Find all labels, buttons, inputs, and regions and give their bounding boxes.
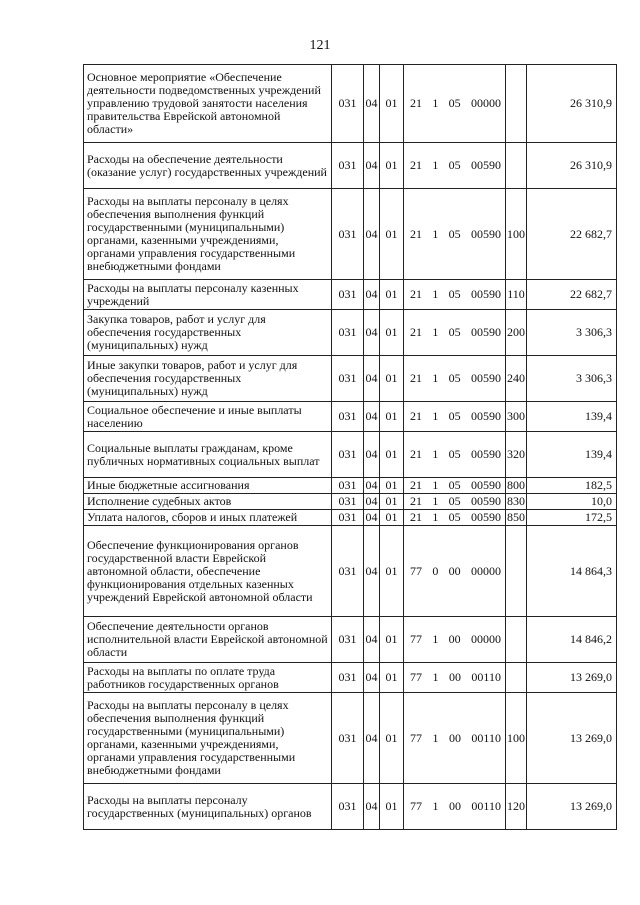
target-article-cell [404, 617, 506, 663]
section-code-cell: 04 [364, 65, 380, 143]
target-article-cell [404, 510, 506, 526]
program-code: 21 [410, 226, 422, 241]
program-code: 21 [410, 447, 422, 461]
subprogram-code: 1 [432, 799, 439, 813]
expense-name-cell: Расходы на выплаты персоналу в целях обеспечения выполнения функций государственными (муниципальными) органами, казенными учреждениями, органами управления государственными внебюджетными фондами [84, 693, 332, 784]
grbs-code-cell: 031 [332, 478, 364, 494]
target-article-cell [404, 143, 506, 189]
expense-direction-code: 00590 [470, 325, 501, 339]
subsection-code-cell: 01 [380, 143, 404, 189]
amount-cell: 3 306,3 [527, 356, 617, 402]
grbs-code-cell: 031 [332, 189, 364, 280]
subprogram-code: 1 [432, 371, 439, 385]
grbs-code-cell: 031 [332, 510, 364, 526]
expense-type-code-cell [506, 143, 527, 189]
expense-type-code-cell: 240 [506, 356, 527, 402]
subsection-code-cell: 01 [380, 478, 404, 494]
program-code: 21 [410, 371, 422, 385]
section-code-cell: 04 [364, 432, 380, 478]
subsection-code-cell: 01 [380, 663, 404, 693]
subprogram-code: 1 [432, 226, 439, 241]
grbs-code-cell: 031 [332, 310, 364, 356]
grbs-code-cell: 031 [332, 663, 364, 693]
expense-type-code-cell [506, 617, 527, 663]
target-article-cell [404, 432, 506, 478]
grbs-code-cell: 031 [332, 784, 364, 830]
grbs-code-cell: 031 [332, 280, 364, 310]
expense-type-code-cell: 830 [507, 494, 525, 508]
table-row [84, 693, 617, 784]
expense-name-cell: Иные закупки товаров, работ и услуг для обеспечения государственных (муниципальных) нужд [84, 356, 332, 402]
table-row [84, 189, 617, 280]
subsection-code-cell: 01 [380, 402, 404, 432]
expense-type-code-cell: 100 [506, 693, 527, 784]
expense-type-code-cell: 800 [507, 478, 525, 492]
amount-cell: 13 269,0 [527, 784, 617, 830]
expense-name-cell: Расходы на выплаты персоналу государственных (муниципальных) органов [84, 784, 332, 830]
expense-name-cell: Расходы на выплаты персоналу в целях обеспечения выполнения функций государственными (муниципальными) органами, казенными учреждениями, органами управления государственными внебюджетными фондами [84, 189, 332, 280]
table-row [84, 478, 617, 494]
activity-code: 05 [448, 409, 461, 423]
section-code-cell: 04 [365, 478, 378, 492]
program-code: 21 [410, 158, 422, 172]
activity-code: 00 [448, 799, 461, 813]
expense-name-cell: Иные бюджетные ассигнования [84, 478, 332, 494]
expense-type-code-cell [506, 663, 527, 693]
expense-direction-code: 00590 [470, 226, 501, 241]
target-article-cell [404, 280, 506, 310]
amount-cell: 14 846,2 [527, 617, 617, 663]
amount-cell: 3 306,3 [527, 310, 617, 356]
expense-type-code-cell: 110 [506, 280, 527, 310]
table-row [84, 784, 617, 830]
expense-name-cell: Социальное обеспечение и иные выплаты населению [84, 402, 332, 432]
amount-cell: 172,5 [527, 510, 617, 526]
subsection-code-cell: 01 [380, 310, 404, 356]
subprogram-code: 1 [432, 730, 439, 745]
subprogram-code: 1 [432, 447, 439, 461]
expense-name-cell: Закупка товаров, работ и услуг для обеспечения государственных (муниципальных) нужд [84, 310, 332, 356]
activity-code: 05 [448, 371, 461, 385]
budget-table [83, 64, 617, 830]
program-code: 77 [410, 563, 422, 578]
expense-direction-code: 00590 [470, 409, 501, 423]
subsection-code-cell: 01 [380, 510, 404, 526]
section-code-cell: 04 [365, 494, 378, 508]
expense-type-code-cell: 300 [506, 402, 527, 432]
expense-name-cell: Основное мероприятие «Обеспечение деятельности подведомственных учреждений управлению трудовой занятости населения правительства Еврейской автономной области» [84, 65, 332, 143]
target-article-cell [404, 693, 506, 784]
amount-cell: 13 269,0 [527, 693, 617, 784]
activity-code: 00 [448, 730, 461, 745]
program-code: 77 [410, 730, 422, 745]
program-code: 21 [410, 287, 422, 301]
target-article-cell [404, 526, 506, 617]
grbs-code-cell: 031 [332, 402, 364, 432]
subsection-code-cell: 01 [380, 65, 404, 143]
section-code-cell: 04 [365, 510, 378, 524]
program-code: 77 [410, 632, 422, 646]
expense-name-cell: Расходы на обеспечение деятельности (оказание услуг) государственных учреждений [84, 143, 332, 189]
expense-name-cell: Обеспечение функционирования органов государственной власти Еврейской автономной области, обеспечение функционирования отдельных казенных учреждений Еврейской автономной области [84, 526, 332, 617]
program-code: 77 [410, 670, 422, 684]
activity-code: 00 [448, 563, 461, 578]
expense-direction-code: 00000 [470, 632, 501, 646]
amount-cell: 26 310,9 [527, 143, 617, 189]
expense-direction-code: 00000 [470, 96, 501, 110]
section-code-cell: 04 [364, 663, 380, 693]
subprogram-code: 1 [432, 96, 439, 110]
expense-name-cell: Обеспечение деятельности органов исполнительной власти Еврейской автономной области [84, 617, 332, 663]
activity-code: 05 [448, 325, 461, 339]
activity-code: 05 [448, 478, 461, 492]
expense-type-code-cell [506, 65, 527, 143]
subprogram-code: 1 [432, 287, 439, 301]
table-row [84, 310, 617, 356]
subsection-code-cell: 01 [380, 526, 404, 617]
amount-cell: 14 864,3 [527, 526, 617, 617]
grbs-code-cell: 031 [332, 494, 364, 510]
subsection-code-cell: 01 [380, 494, 404, 510]
table-row [84, 356, 617, 402]
program-code: 21 [410, 478, 422, 492]
amount-cell: 13 269,0 [527, 663, 617, 693]
target-article-cell [404, 356, 506, 402]
grbs-code-cell: 031 [332, 65, 364, 143]
program-code: 21 [410, 409, 422, 423]
target-article-cell [404, 65, 506, 143]
expense-name-cell: Расходы на выплаты по оплате труда работников государственных органов [84, 663, 332, 693]
amount-cell: 10,0 [527, 494, 617, 510]
section-code-cell: 04 [364, 310, 380, 356]
target-article-cell [404, 310, 506, 356]
expense-name-cell: Социальные выплаты гражданам, кроме публичных нормативных социальных выплат [84, 432, 332, 478]
table-row [84, 617, 617, 663]
expense-direction-code: 00110 [471, 670, 501, 684]
program-code: 21 [410, 325, 422, 339]
section-code-cell: 04 [364, 617, 380, 663]
table-row [84, 280, 617, 310]
target-article-cell [404, 189, 506, 280]
amount-cell: 26 310,9 [527, 65, 617, 143]
subsection-code-cell: 01 [380, 432, 404, 478]
activity-code: 00 [448, 670, 461, 684]
grbs-code-cell: 031 [332, 143, 364, 189]
subsection-code-cell: 01 [380, 280, 404, 310]
activity-code: 00 [448, 632, 461, 646]
section-code-cell: 04 [364, 526, 380, 617]
expense-direction-code: 00590 [470, 158, 501, 172]
activity-code: 05 [448, 158, 461, 172]
section-code-cell: 04 [364, 784, 380, 830]
amount-cell: 139,4 [527, 432, 617, 478]
program-code: 21 [410, 510, 422, 524]
activity-code: 05 [448, 510, 461, 524]
grbs-code-cell: 031 [332, 526, 364, 617]
table-row [84, 143, 617, 189]
expense-direction-code: 00590 [470, 510, 501, 524]
expense-direction-code: 00590 [470, 494, 501, 508]
table-row [84, 510, 617, 526]
program-code: 21 [410, 96, 422, 110]
grbs-code-cell: 031 [332, 356, 364, 402]
table-row [84, 663, 617, 693]
target-article-cell [404, 784, 506, 830]
table-row [84, 526, 617, 617]
subprogram-code: 1 [432, 409, 439, 423]
section-code-cell: 04 [364, 402, 380, 432]
section-code-cell: 04 [364, 356, 380, 402]
expense-type-code-cell: 120 [506, 784, 527, 830]
amount-cell: 22 682,7 [527, 189, 617, 280]
table-row [84, 432, 617, 478]
subprogram-code: 1 [432, 158, 439, 172]
expense-type-code-cell [506, 526, 527, 617]
subsection-code-cell: 01 [380, 784, 404, 830]
page-number: 121 [309, 38, 331, 53]
expense-type-code-cell: 200 [506, 310, 527, 356]
activity-code: 05 [448, 287, 461, 301]
subsection-code-cell: 01 [380, 356, 404, 402]
grbs-code-cell: 031 [332, 693, 364, 784]
target-article-cell [404, 402, 506, 432]
program-code: 77 [410, 799, 422, 813]
budget-table-body [84, 65, 617, 830]
subsection-code-cell: 01 [380, 693, 404, 784]
amount-cell: 22 682,7 [527, 280, 617, 310]
subprogram-code: 1 [432, 325, 439, 339]
expense-direction-code: 00590 [470, 478, 501, 492]
subprogram-code: 1 [432, 632, 439, 646]
target-article-cell [404, 478, 506, 494]
activity-code: 05 [448, 494, 461, 508]
subprogram-code: 1 [432, 494, 439, 508]
subsection-code-cell: 01 [380, 189, 404, 280]
subsection-code-cell: 01 [380, 617, 404, 663]
expense-direction-code: 00000 [470, 563, 501, 578]
subprogram-code: 0 [432, 563, 439, 578]
expense-direction-code: 00110 [471, 799, 501, 813]
expense-name-cell: Исполнение судебных актов [84, 494, 332, 510]
target-article-cell [404, 663, 506, 693]
activity-code: 05 [448, 226, 461, 241]
amount-cell: 182,5 [527, 478, 617, 494]
activity-code: 05 [448, 96, 461, 110]
expense-type-code-cell: 100 [506, 189, 527, 280]
expense-direction-code: 00590 [470, 447, 501, 461]
activity-code: 05 [448, 447, 461, 461]
program-code: 21 [410, 494, 422, 508]
subprogram-code: 1 [432, 510, 439, 524]
section-code-cell: 04 [364, 143, 380, 189]
expense-name-cell: Уплата налогов, сборов и иных платежей [84, 510, 332, 526]
grbs-code-cell: 031 [332, 617, 364, 663]
expense-direction-code: 00590 [470, 371, 501, 385]
table-row [84, 402, 617, 432]
section-code-cell: 04 [364, 280, 380, 310]
expense-direction-code: 00590 [470, 287, 501, 301]
section-code-cell: 04 [364, 693, 380, 784]
target-article-cell [404, 494, 506, 510]
subprogram-code: 1 [432, 478, 439, 492]
table-row [84, 65, 617, 143]
table-row [84, 494, 617, 510]
section-code-cell: 04 [364, 189, 380, 280]
grbs-code-cell: 031 [332, 432, 364, 478]
expense-type-code-cell: 320 [506, 432, 527, 478]
amount-cell: 139,4 [527, 402, 617, 432]
subprogram-code: 1 [432, 670, 439, 684]
expense-name-cell: Расходы на выплаты персоналу казенных учреждений [84, 280, 332, 310]
expense-type-code-cell: 850 [507, 510, 525, 524]
expense-direction-code: 00110 [471, 730, 501, 745]
